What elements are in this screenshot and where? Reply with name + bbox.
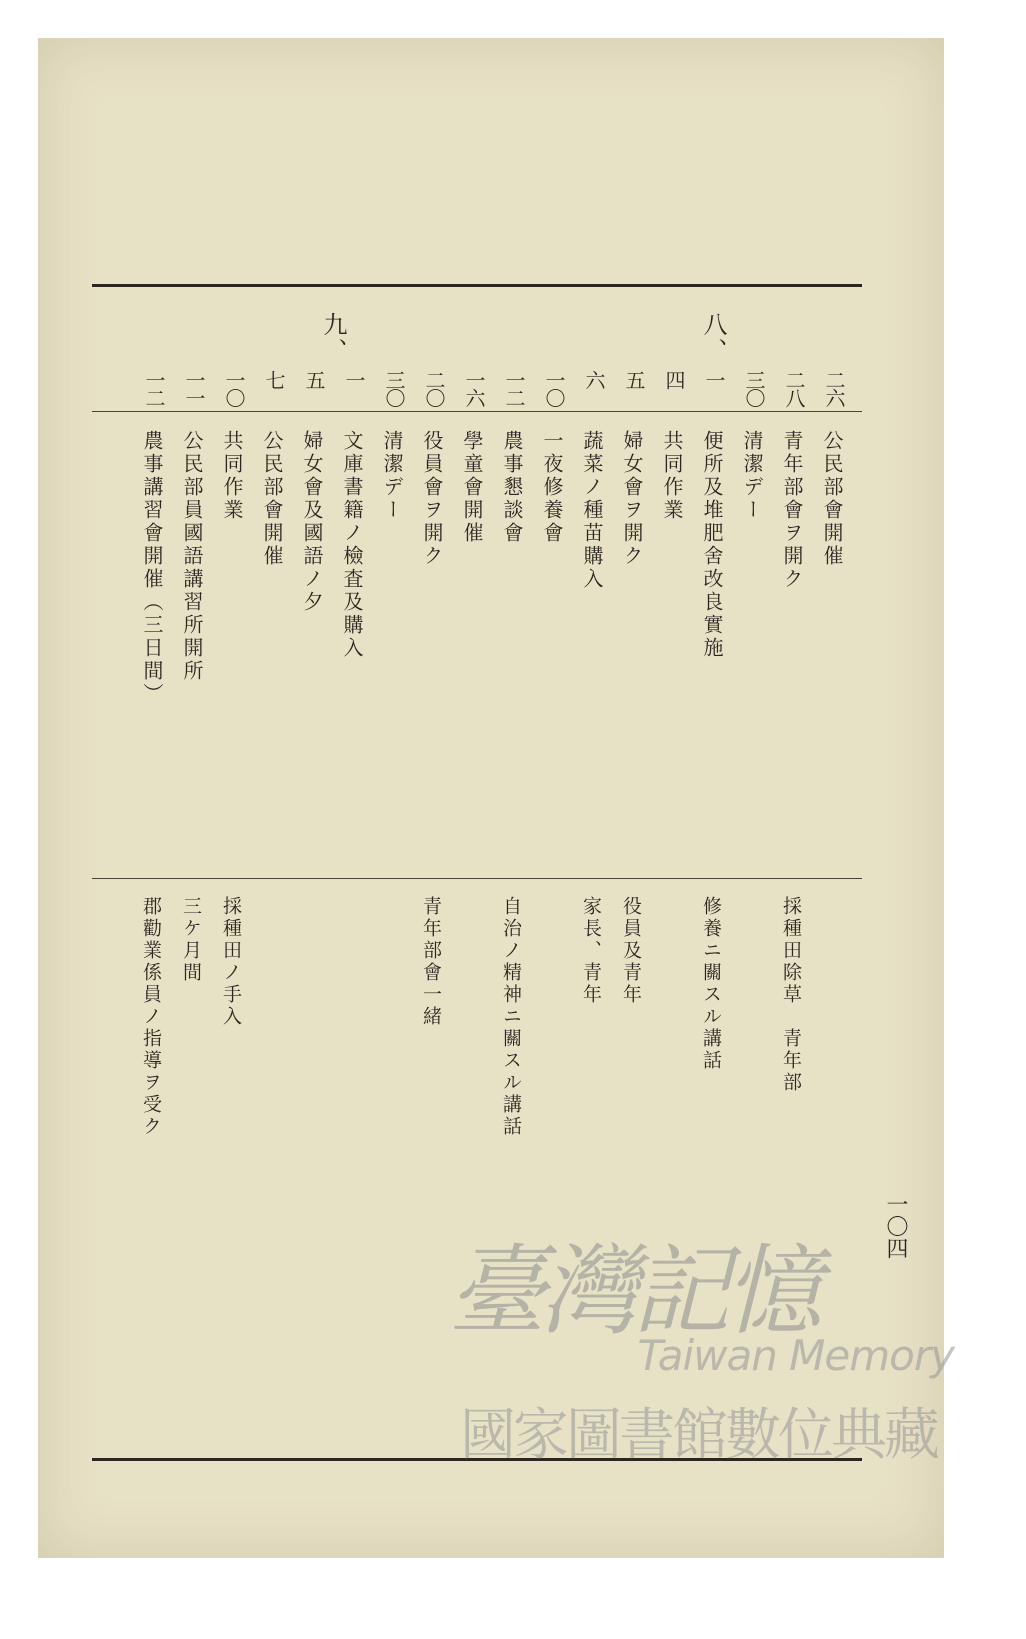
- row-day: 四: [662, 370, 686, 388]
- row-event: 清潔デー: [740, 430, 764, 522]
- row-day: 三〇: [742, 370, 766, 406]
- row-event: 役員會ヲ開ク: [420, 430, 444, 568]
- document-page: [38, 38, 954, 1558]
- watermark-org: 國家圖書館數位典藏: [460, 1403, 937, 1468]
- date-rule: [92, 411, 862, 412]
- row-note: 自治ノ精神ニ關スル講話: [500, 896, 522, 1138]
- row-day: 二〇: [422, 370, 446, 406]
- row-event: 清潔デー: [380, 430, 404, 522]
- row-note: 郡勸業係員ノ指導ヲ受ク: [140, 896, 162, 1138]
- row-event: 文庫書籍ノ檢査及購入: [340, 430, 364, 660]
- row-note: 青年部會一緒: [420, 896, 442, 1028]
- row-event: 公民部會開催: [260, 430, 284, 568]
- row-note: 修養ニ關スル講話: [700, 896, 722, 1072]
- row-event: 共同作業: [660, 430, 684, 522]
- row-note: 三ケ月間: [180, 896, 202, 984]
- row-event: 蔬菜ノ種苗購入: [580, 430, 604, 591]
- row-event: 公民部員國語講習所開所: [180, 430, 204, 683]
- row-event: 便所及堆肥舍改良實施: [700, 430, 724, 660]
- row-day: 一二: [502, 370, 526, 406]
- row-day: 一一: [182, 370, 206, 406]
- row-day: 二六: [822, 370, 846, 406]
- row-day: 一〇: [222, 370, 246, 406]
- watermark: [448, 1213, 958, 1468]
- row-day: 一六: [462, 370, 486, 406]
- row-day: 六: [582, 370, 606, 388]
- row-event: 婦女會及國語ノ夕: [300, 430, 324, 614]
- row-event: 公民部會開催: [820, 430, 844, 568]
- row-day: 五: [302, 370, 326, 388]
- row-day: 二八: [782, 370, 806, 406]
- watermark-english: Taiwan Memory: [637, 1331, 954, 1380]
- row-note: 採種田除草 青年部: [780, 896, 802, 1094]
- row-day: 一二: [142, 370, 166, 406]
- row-note: 家長、青年: [580, 896, 602, 1006]
- row-event: 青年部會ヲ開ク: [780, 430, 804, 591]
- row-note: 役員及青年: [620, 896, 642, 1006]
- row-day: 五: [622, 370, 646, 388]
- row-event: 一夜修養會: [540, 430, 564, 545]
- row-day: 七: [262, 370, 286, 388]
- page-number: 一〇四: [883, 1193, 908, 1259]
- month-marker-9: 九、: [319, 312, 347, 364]
- row-event: 學童會開催: [460, 430, 484, 545]
- watermark-calligraphy: 臺灣記憶: [448, 1235, 817, 1349]
- row-event: 共同作業: [220, 430, 244, 522]
- row-event: 農事講習會開催（三日間）: [140, 430, 164, 706]
- row-event: 婦女會ヲ開ク: [620, 430, 644, 568]
- row-day: 一: [342, 370, 366, 388]
- month-marker-8: 八、: [699, 312, 727, 364]
- row-day: 三〇: [382, 370, 406, 406]
- notes-rule: [92, 878, 862, 879]
- row-note: 採種田ノ手入: [220, 896, 242, 1028]
- top-rule: [92, 284, 862, 287]
- row-event: 農事懇談會: [500, 430, 524, 545]
- row-day: 一: [702, 370, 726, 388]
- row-day: 一〇: [542, 370, 566, 406]
